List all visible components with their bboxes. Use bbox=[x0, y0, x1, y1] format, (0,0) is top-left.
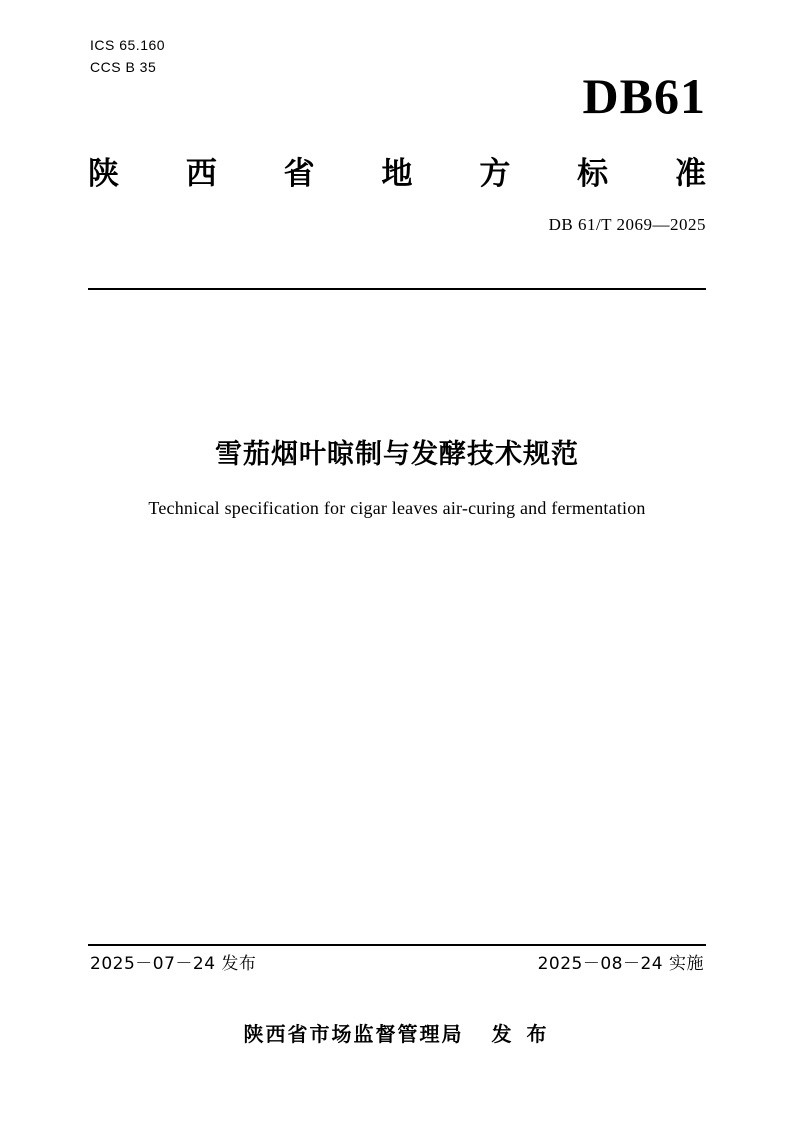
series-title bbox=[88, 148, 706, 193]
footer-divider bbox=[88, 944, 706, 946]
ccs-code: CCS B 35 bbox=[90, 59, 157, 75]
standard-mark: DB61 bbox=[582, 68, 706, 124]
series-title-char: 西 bbox=[185, 156, 217, 192]
document-title-chinese: 雪茄烟叶晾制与发酵技术规范 bbox=[215, 439, 579, 470]
series-title-char: 地 bbox=[381, 156, 413, 192]
effective-date: 2025－08－24 实施 bbox=[537, 954, 704, 974]
document-title-english: Technical specification for cigar leaves air-curing and fermentation bbox=[148, 498, 646, 518]
series-title-char: 准 bbox=[674, 156, 706, 192]
ics-code: ICS 65.160 bbox=[90, 37, 166, 53]
header-divider bbox=[88, 288, 706, 290]
series-title-char: 方 bbox=[479, 156, 511, 192]
series-title-char: 标 bbox=[577, 156, 609, 192]
issue-date: 2025－07－24 发布 bbox=[90, 954, 257, 974]
standard-number: DB 61/T 2069—2025 bbox=[548, 215, 706, 234]
series-title-char: 省 bbox=[283, 156, 315, 192]
publish-label: 发 布 bbox=[491, 1022, 551, 1046]
document-meta bbox=[90, 34, 165, 78]
publisher-name: 陕西省市场监督管理局 bbox=[243, 1022, 464, 1046]
publisher-line bbox=[0, 1018, 794, 1047]
series-title-char: 陕 bbox=[88, 156, 119, 192]
